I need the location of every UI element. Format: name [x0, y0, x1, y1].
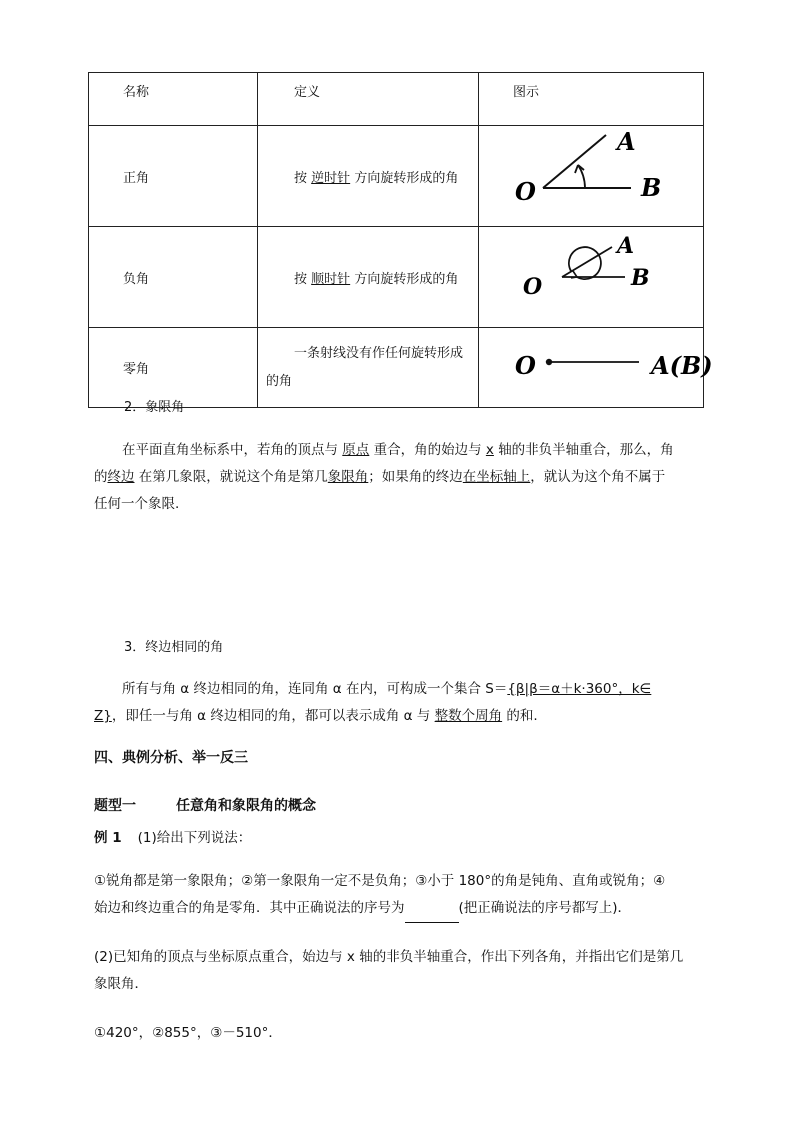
point-label-A: A: [617, 233, 635, 259]
example1-question1: 例 1 (1)给出下列说法：: [94, 830, 252, 846]
section-heading-quadrant-angle: 2．象限角: [124, 400, 185, 415]
section-heading-examples: 四、典例分析、举一反三: [94, 750, 248, 766]
vertex-label-O: O: [515, 351, 536, 380]
paragraph-quadrant-angle: 在平面直角坐标系中，若角的顶点与 原点 重合，角的始边与 x 轴的非负半轴重合，那么，角 的终边 在第几象限，就说这个角是第几象限角；如果角的终边在坐标轴上，就认为这个角不属于 任何一个象限.: [94, 442, 674, 512]
blank-counterclockwise: 逆时针: [311, 170, 351, 186]
positive-angle-figure: [479, 126, 704, 227]
header-figure: 图示: [479, 73, 704, 126]
vertex-label-O: O: [515, 177, 536, 206]
header-name: 名称: [89, 73, 258, 126]
negative-angle-figure: [479, 227, 704, 328]
row-negative-angle-definition: 按 顺时针 方向旋转形成的角: [258, 227, 479, 328]
row-positive-angle-definition: 按 逆时针 方向旋转形成的角: [258, 126, 479, 227]
angle-definition-table: [88, 72, 713, 408]
example1-angle-list: ①420°，②855°，③－510°．: [94, 1025, 282, 1041]
type-heading: 题型一 任意角和象限角的概念: [94, 798, 316, 814]
row-zero-angle-name: 零角: [89, 328, 258, 408]
point-label-AB: A(B): [651, 351, 713, 380]
row-positive-angle-name: 正角: [89, 126, 258, 227]
point-label-B: B: [641, 173, 662, 202]
vertex-label-O: O: [523, 274, 543, 300]
header-definition: 定义: [258, 73, 479, 126]
point-label-A: A: [617, 127, 636, 156]
answer-blank[interactable]: [405, 895, 459, 923]
row-zero-angle-definition: 一条射线没有作任何旋转形成 的角: [258, 328, 479, 408]
point-label-B: B: [631, 265, 650, 291]
blank-clockwise: 顺时针: [311, 271, 351, 287]
section-heading-coterminal-angle: 3．终边相同的角: [124, 640, 224, 655]
example1-statements: ①锐角都是第一象限角；②第一象限角一定不是负角；③小于 180°的角是钝角、直角或锐角；④ 始边和终边重合的角是零角．其中正确说法的序号为 (把正确说法的序号都写上)．: [94, 868, 704, 923]
example1-question2: (2)已知角的顶点与坐标原点重合，始边与 x 轴的非负半轴重合，作出下列各角，并指出它们是第几 象限角．: [94, 949, 684, 992]
paragraph-coterminal-angle: 所有与角 α 终边相同的角，连同角 α 在内，可构成一个集合 S＝{β|β＝α＋k·360°，k∈ Z}，即任一与角 α 终边相同的角，都可以表示成角 α 与 整数个周角 的和.: [94, 681, 652, 724]
row-negative-angle-name: 负角: [89, 227, 258, 328]
